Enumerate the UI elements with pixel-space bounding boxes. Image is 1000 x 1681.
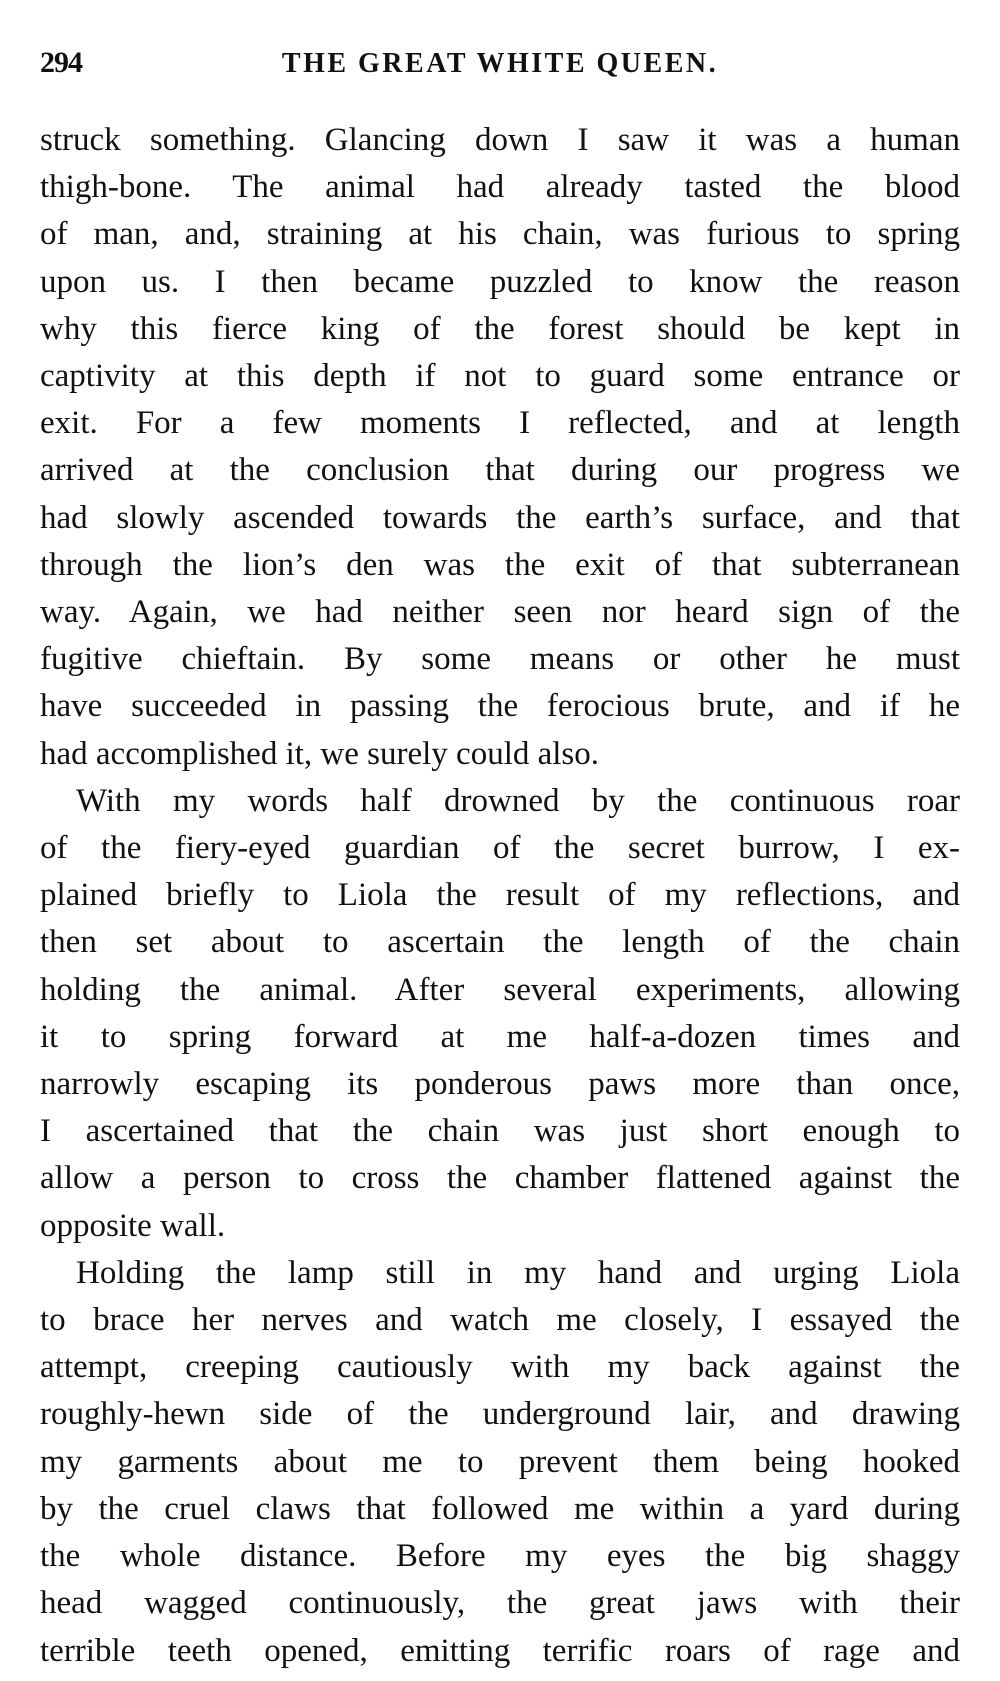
text-line: roughly-hewn side of the underground lair, and drawing	[40, 1396, 960, 1433]
text-line: way. Again, we had neither seen nor heard sign of the	[40, 594, 960, 631]
text-line: of the fiery-eyed guardian of the secret burrow, I ex-	[40, 830, 960, 867]
text-line: With my words half drowned by the continuous roar	[76, 782, 960, 819]
text-line: exit. For a few moments I reflected, and at length	[40, 405, 960, 442]
paragraph-3	[40, 1250, 960, 1675]
text-line: holding the animal. After several experiments, allowing	[40, 971, 960, 1008]
text-line: my garments about me to prevent them being hooked	[40, 1443, 960, 1480]
text-line: arrived at the conclusion that during our progress we	[40, 452, 960, 489]
paragraph-2	[40, 778, 960, 1250]
text-line: opposite wall.	[40, 1207, 226, 1244]
page-header	[40, 46, 960, 86]
text-line: narrowly escaping its ponderous paws more than once,	[40, 1066, 960, 1103]
text-line: allow a person to cross the chamber flattened against the	[40, 1160, 960, 1197]
text-line: Holding the lamp still in my hand and urging Liola	[76, 1254, 960, 1291]
text-line: fugitive chieftain. By some means or other he must	[40, 641, 960, 678]
text-line: I ascertained that the chain was just short enough to	[40, 1113, 960, 1150]
text-line: captivity at this depth if not to guard some entrance or	[40, 358, 960, 395]
text-line: had accomplished it, we surely could also.	[40, 735, 600, 772]
text-line: attempt, creeping cautiously with my back against the	[40, 1349, 960, 1386]
text-line: the whole distance. Before my eyes the big shaggy	[40, 1538, 960, 1575]
body-text	[40, 117, 960, 1675]
text-line: had slowly ascended towards the earth’s surface, and that	[40, 499, 960, 536]
text-line: then set about to ascertain the length of the chain	[40, 924, 960, 961]
running-title: THE GREAT WHITE QUEEN.	[281, 48, 719, 79]
text-line: why this fierce king of the forest should be kept in	[40, 310, 960, 347]
text-line: by the cruel claws that followed me within a yard during	[40, 1490, 960, 1527]
text-line: struck something. Glancing down I saw it was a human	[40, 122, 960, 158]
text-line: plained briefly to Liola the result of my reflections, and	[40, 877, 960, 914]
paragraph-1	[40, 117, 960, 778]
text-line: head wagged continuously, the great jaws with their	[40, 1585, 960, 1622]
text-line: to brace her nerves and watch me closely, I essayed the	[40, 1302, 960, 1339]
page-number: 294	[40, 46, 82, 79]
text-line: have succeeded in passing the ferocious brute, and if he	[40, 688, 960, 725]
text-line: of man, and, straining at his chain, was furious to spring	[40, 216, 960, 253]
text-line: terrible teeth opened, emitting terrific roars of rage and	[40, 1632, 960, 1669]
text-line: thigh-bone. The animal had already tasted the blood	[40, 169, 960, 206]
text-line: through the lion’s den was the exit of that subterranean	[40, 546, 960, 583]
text-line: it to spring forward at me half-a-dozen times and	[40, 1018, 960, 1055]
text-line: upon us. I then became puzzled to know the reason	[40, 263, 960, 300]
